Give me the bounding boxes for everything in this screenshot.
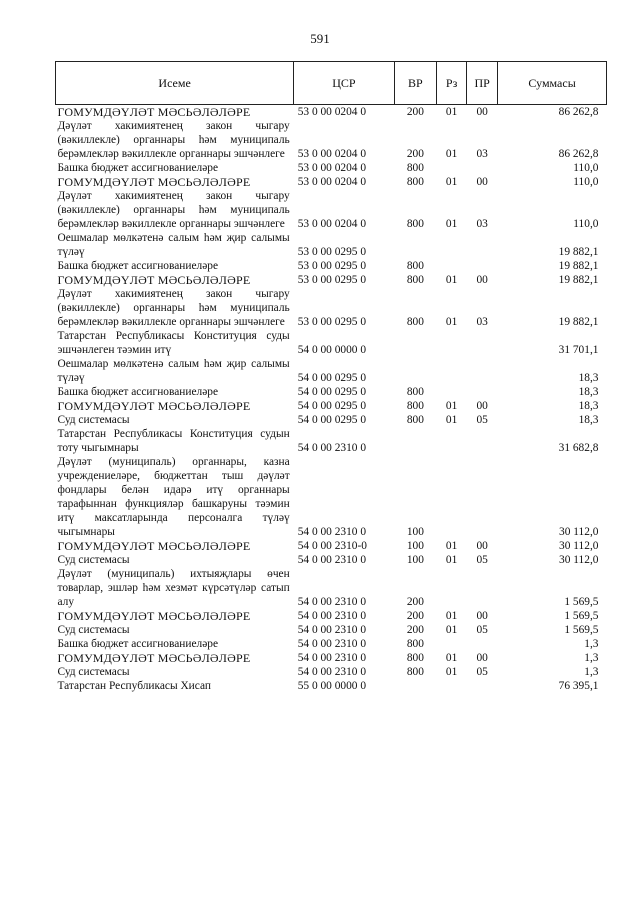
- table-row: [56, 273, 607, 287]
- cell-pr: 03: [476, 316, 488, 328]
- cell-vr: 800: [406, 176, 424, 188]
- table-row: [56, 385, 607, 399]
- cell-vr: 800: [406, 414, 424, 426]
- cell-csr: 53 0 00 0204 0: [297, 162, 367, 174]
- cell-name: Татарстан Республикасы Конституция судын тоту чыгымнары: [57, 428, 290, 454]
- cell-vr: [394, 329, 436, 357]
- cell-sum: 1,3: [584, 638, 599, 650]
- cell-csr: 54 0 00 0295 0: [297, 400, 367, 412]
- cell-vr: 100: [406, 554, 424, 566]
- cell-rz: 01: [445, 540, 458, 552]
- cell-pr: 05: [476, 624, 488, 636]
- cell-sum: 86 262,8: [558, 106, 599, 118]
- cell-csr: 53 0 00 0204 0: [297, 218, 367, 230]
- cell-sum: 19 882,1: [558, 274, 599, 286]
- cell-pr: [467, 679, 498, 693]
- cell-sum: 30 112,0: [559, 540, 599, 552]
- cell-vr: [394, 231, 436, 259]
- cell-csr: 53 0 00 0204 0: [297, 106, 367, 118]
- cell-sum: 110,0: [573, 162, 599, 174]
- cell-pr: 00: [476, 610, 488, 622]
- cell-vr: 800: [406, 638, 424, 650]
- cell-sum: 86 262,8: [558, 148, 599, 160]
- cell-pr: [467, 161, 498, 175]
- cell-pr: 00: [476, 400, 488, 412]
- cell-vr: 200: [406, 610, 424, 622]
- cell-csr: 54 0 00 0295 0: [297, 386, 367, 398]
- table-row: [56, 553, 607, 567]
- cell-vr: 800: [406, 316, 424, 328]
- cell-rz: [437, 567, 467, 609]
- cell-name: Дәүләт хакимиятенең закон чыгару (вәкиллекле) органнары һәм муниципаль берәмлекләр вәкиллекле органнары эшчәнлеге: [57, 190, 290, 230]
- cell-pr: [467, 567, 498, 609]
- cell-sum: 1,3: [584, 652, 599, 664]
- cell-pr: [467, 357, 498, 385]
- header-pr: ПР: [467, 62, 498, 105]
- cell-name: Суд системасы: [57, 554, 130, 566]
- cell-csr: 54 0 00 2310 0: [297, 652, 367, 664]
- cell-csr: 53 0 00 0295 0: [297, 316, 367, 328]
- cell-sum: 18,3: [578, 372, 599, 384]
- cell-csr: 53 0 00 0204 0: [297, 176, 367, 188]
- cell-pr: [467, 385, 498, 399]
- table-row: [56, 175, 607, 189]
- table-row: [56, 637, 607, 651]
- page-number: 591: [310, 31, 330, 46]
- cell-vr: 800: [406, 652, 424, 664]
- table-row: [56, 329, 607, 357]
- table-row: [56, 427, 607, 455]
- cell-name: Суд системасы: [57, 666, 130, 678]
- cell-pr: [467, 231, 498, 259]
- cell-pr: 03: [476, 218, 488, 230]
- cell-rz: [437, 637, 467, 651]
- cell-name: Башка бюджет ассигнованиеләре: [57, 638, 219, 650]
- header-name: Исеме: [56, 62, 294, 105]
- cell-vr: 800: [406, 666, 424, 678]
- header-sum: Суммасы: [498, 62, 607, 105]
- cell-sum: 110,0: [573, 218, 599, 230]
- table-row: [56, 231, 607, 259]
- table-row: [56, 539, 607, 553]
- cell-csr: 54 0 00 2310 0: [297, 610, 367, 622]
- cell-sum: 19 882,1: [558, 260, 599, 272]
- header-csr: ЦСР: [294, 62, 394, 105]
- cell-sum: 19 882,1: [558, 316, 599, 328]
- cell-pr: 00: [476, 106, 488, 118]
- table-row: [56, 287, 607, 329]
- cell-name: ГОМУМДӘҮЛӘТ МӘСЬӘЛӘЛӘРЕ: [57, 273, 251, 287]
- cell-name: ГОМУМДӘҮЛӘТ МӘСЬӘЛӘЛӘРЕ: [57, 399, 251, 413]
- cell-csr: 54 0 00 2310 0: [297, 624, 367, 636]
- cell-sum: 19 882,1: [558, 246, 599, 258]
- cell-vr: 200: [406, 148, 424, 160]
- cell-pr: [467, 259, 498, 273]
- table-row: [56, 413, 607, 427]
- cell-vr: 800: [406, 218, 424, 230]
- cell-sum: 31 701,1: [558, 344, 599, 356]
- cell-name: Суд системасы: [57, 414, 130, 426]
- cell-sum: 1 569,5: [564, 596, 599, 608]
- cell-pr: [467, 329, 498, 357]
- cell-pr: 05: [476, 414, 488, 426]
- table-row: [56, 105, 607, 120]
- cell-csr: 53 0 00 0295 0: [297, 274, 367, 286]
- cell-name: Татарстан Республикасы Конституция суды эшчәнлеген тәэмин итү: [57, 330, 290, 356]
- table-row: [56, 399, 607, 413]
- cell-csr: 53 0 00 0295 0: [297, 246, 367, 258]
- cell-pr: 05: [476, 666, 488, 678]
- cell-rz: 01: [445, 624, 458, 636]
- cell-name: ГОМУМДӘҮЛӘТ МӘСЬӘЛӘЛӘРЕ: [57, 175, 251, 189]
- cell-rz: 01: [445, 218, 458, 230]
- table-row: [56, 623, 607, 637]
- cell-vr: 800: [406, 260, 424, 272]
- cell-vr: 100: [406, 540, 424, 552]
- cell-csr: 54 0 00 0000 0: [297, 344, 367, 356]
- table-row: [56, 189, 607, 231]
- cell-sum: 1,3: [584, 666, 599, 678]
- cell-rz: 01: [445, 414, 458, 426]
- cell-vr: [394, 357, 436, 385]
- cell-rz: [437, 259, 467, 273]
- header-rz: Рз: [437, 62, 467, 105]
- cell-name: Дәүләт (муниципаль) ихтыяҗлары өчен товарлар, эшләр һәм хезмәт күрсәтүләр сатып алу: [57, 568, 290, 608]
- cell-vr: 100: [406, 526, 424, 538]
- cell-vr: [394, 679, 436, 693]
- cell-rz: 01: [445, 554, 458, 566]
- cell-pr: 03: [476, 148, 488, 160]
- cell-csr: 55 0 00 0000 0: [297, 680, 367, 692]
- cell-rz: 01: [445, 400, 458, 412]
- cell-vr: 200: [406, 624, 424, 636]
- cell-rz: [437, 427, 467, 455]
- cell-name: Дәүләт хакимиятенең закон чыгару (вәкиллекле) органнары һәм муниципаль берәмлекләр вәкиллекле органнары эшчәнлеге: [57, 288, 290, 328]
- cell-vr: 800: [406, 274, 424, 286]
- cell-vr: 800: [406, 386, 424, 398]
- table-row: [56, 259, 607, 273]
- cell-name: Башка бюджет ассигнованиеләре: [57, 260, 219, 272]
- cell-name: Оешмалар мөлкәтенә салым һәм җир салымы түләү: [57, 232, 290, 258]
- cell-csr: 54 0 00 2310 0: [297, 442, 367, 454]
- table-row: [56, 567, 607, 609]
- table-header: [56, 62, 607, 105]
- cell-name: Дәүләт (муниципаль) органнары, казна учреждениеләре, бюджеттан тыш дәүләт фондлары белән идарә итү органнары тарафыннан функцияләр башкаруны тәэмин итү максатларында персоналга түләү чыгымнары: [57, 456, 290, 538]
- cell-rz: [437, 455, 467, 539]
- cell-sum: 1 569,5: [564, 624, 599, 636]
- budget-table: [55, 61, 607, 693]
- cell-sum: 18,3: [578, 400, 599, 412]
- cell-rz: 01: [445, 610, 458, 622]
- cell-name: Оешмалар мөлкәтенә салым һәм җир салымы түләү: [57, 358, 290, 384]
- cell-sum: 30 112,0: [559, 554, 599, 566]
- table-row: [56, 357, 607, 385]
- cell-name: Башка бюджет ассигнованиеләре: [57, 162, 219, 174]
- cell-name: Дәүләт хакимиятенең закон чыгару (вәкиллекле) органнары һәм муниципаль берәмлекләр вәкиллекле органнары эшчәнлеге: [57, 120, 290, 160]
- cell-pr: 00: [476, 274, 488, 286]
- cell-csr: 54 0 00 2310 0: [297, 596, 367, 608]
- cell-name: Башка бюджет ассигнованиеләре: [57, 386, 219, 398]
- cell-pr: [467, 637, 498, 651]
- cell-rz: 01: [445, 316, 458, 328]
- cell-name: Суд системасы: [57, 624, 130, 636]
- cell-name: ГОМУМДӘҮЛӘТ МӘСЬӘЛӘЛӘРЕ: [57, 539, 251, 553]
- cell-rz: 01: [445, 274, 458, 286]
- cell-sum: 110,0: [573, 176, 599, 188]
- cell-vr: [394, 427, 436, 455]
- cell-rz: 01: [445, 666, 458, 678]
- cell-rz: [437, 357, 467, 385]
- cell-csr: 54 0 00 0295 0: [297, 414, 367, 426]
- cell-pr: [467, 427, 498, 455]
- cell-rz: [437, 679, 467, 693]
- cell-rz: 01: [445, 176, 458, 188]
- cell-rz: 01: [445, 652, 458, 664]
- cell-name: ГОМУМДӘҮЛӘТ МӘСЬӘЛӘЛӘРЕ: [57, 609, 251, 623]
- cell-csr: 54 0 00 0295 0: [297, 372, 367, 384]
- cell-name: ГОМУМДӘҮЛӘТ МӘСЬӘЛӘЛӘРЕ: [57, 651, 251, 665]
- cell-sum: 31 682,8: [558, 442, 599, 454]
- cell-csr: 54 0 00 2310 0: [297, 526, 367, 538]
- cell-sum: 30 112,0: [559, 526, 599, 538]
- table-row: [56, 679, 607, 693]
- cell-rz: 01: [445, 106, 458, 118]
- cell-rz: [437, 329, 467, 357]
- cell-rz: [437, 231, 467, 259]
- table-row: [56, 119, 607, 161]
- table-row: [56, 161, 607, 175]
- table-body: [56, 105, 607, 694]
- cell-csr: 53 0 00 0295 0: [297, 260, 367, 272]
- cell-csr: 54 0 00 2310 0: [297, 666, 367, 678]
- cell-sum: 76 395,1: [558, 680, 599, 692]
- cell-pr: 00: [476, 176, 488, 188]
- cell-vr: 800: [406, 400, 424, 412]
- cell-pr: 00: [476, 652, 488, 664]
- cell-name: ГОМУМДӘҮЛӘТ МӘСЬӘЛӘЛӘРЕ: [57, 105, 251, 119]
- cell-pr: 05: [476, 554, 488, 566]
- cell-pr: 00: [476, 540, 488, 552]
- cell-name: Татарстан Республикасы Хисап: [57, 680, 211, 692]
- table-row: [56, 455, 607, 539]
- cell-rz: 01: [445, 148, 458, 160]
- header-vr: ВР: [394, 62, 436, 105]
- cell-pr: [467, 455, 498, 539]
- table-row: [56, 665, 607, 679]
- cell-sum: 1 569,5: [564, 610, 599, 622]
- cell-rz: [437, 161, 467, 175]
- table-row: [56, 651, 607, 665]
- cell-vr: 800: [406, 162, 424, 174]
- table-row: [56, 609, 607, 623]
- cell-sum: 18,3: [578, 386, 599, 398]
- cell-csr: 54 0 00 2310 0: [297, 554, 367, 566]
- cell-sum: 18,3: [578, 414, 599, 426]
- cell-csr: 54 0 00 2310 0: [297, 638, 367, 650]
- cell-csr: 54 0 00 2310-0: [297, 540, 367, 552]
- cell-vr: 200: [406, 106, 424, 118]
- cell-csr: 53 0 00 0204 0: [297, 148, 367, 160]
- cell-rz: [437, 385, 467, 399]
- cell-vr: 200: [406, 596, 424, 608]
